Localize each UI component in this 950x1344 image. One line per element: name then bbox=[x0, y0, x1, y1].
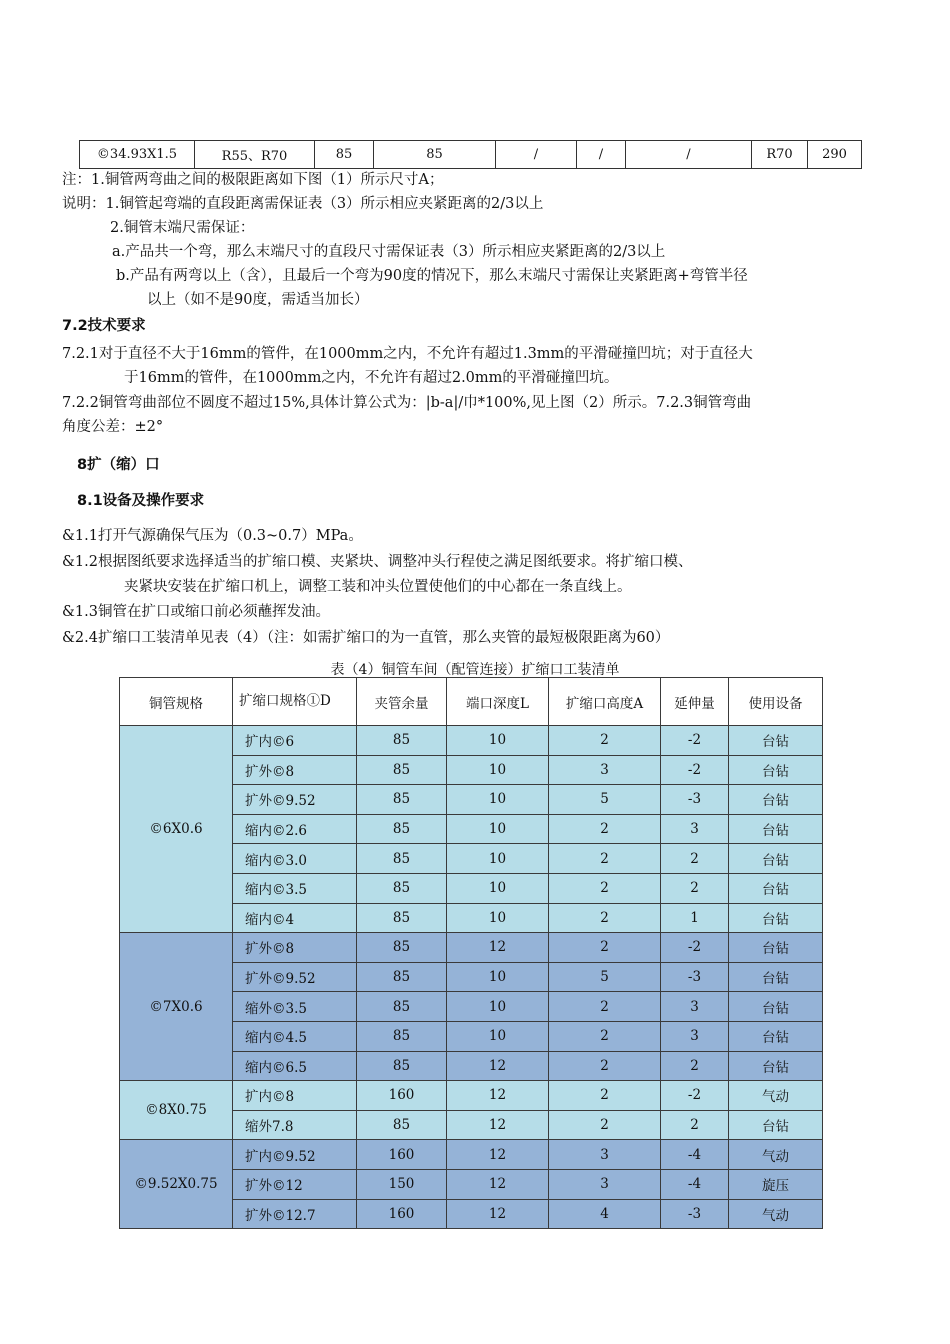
note-line: 注：1.铜管两弯曲之间的极限距离如下图（1）所示尺寸A； bbox=[62, 172, 444, 188]
column-header: 扩缩口高度A bbox=[549, 678, 661, 726]
table-cell: 85 bbox=[357, 726, 447, 756]
table-cell: 2 bbox=[549, 1110, 661, 1140]
requirement-line: 角度公差：±2° bbox=[62, 419, 164, 435]
table-cell: 2 bbox=[549, 844, 661, 874]
pipe-spec-cell: ©9.52X0.75 bbox=[120, 1140, 233, 1229]
pipe-spec-cell: ©8X0.75 bbox=[120, 1081, 233, 1140]
table-cell: -2 bbox=[661, 726, 729, 756]
column-header: 扩缩口规格①D bbox=[233, 678, 357, 726]
section-heading: 8扩（缩）口 bbox=[77, 457, 160, 473]
table-cell: 台钻 bbox=[729, 1110, 823, 1140]
table-row bbox=[80, 141, 862, 169]
table-cell: 85 bbox=[357, 1110, 447, 1140]
table-cell: 扩内©6 bbox=[233, 726, 357, 756]
table-cell: 2 bbox=[549, 814, 661, 844]
table-cell: 12 bbox=[447, 1169, 549, 1199]
procedure-line: &1.1打开气源确保气压为（0.3~0.7）MPa。 bbox=[62, 528, 363, 544]
explanation-line: 以上（如不是90度，需适当加长） bbox=[147, 292, 369, 308]
table-cell: 旋压 bbox=[729, 1169, 823, 1199]
table-cell: 2 bbox=[549, 726, 661, 756]
table-cell: -2 bbox=[661, 1081, 729, 1111]
table-cell: 1 bbox=[661, 903, 729, 933]
column-header: 延伸量 bbox=[661, 678, 729, 726]
table-cell: 扩外©8 bbox=[233, 933, 357, 963]
column-header: 使用设备 bbox=[729, 678, 823, 726]
table-cell: 气动 bbox=[729, 1081, 823, 1111]
table-cell: ©34.93X1.5 bbox=[80, 141, 195, 169]
table-cell: 2 bbox=[549, 933, 661, 963]
table-row bbox=[120, 1081, 823, 1111]
table-cell: 气动 bbox=[729, 1199, 823, 1229]
table-cell: 3 bbox=[549, 1169, 661, 1199]
table-cell: 85 bbox=[357, 962, 447, 992]
table-cell: 台钻 bbox=[729, 873, 823, 903]
column-header: 端口深度L bbox=[447, 678, 549, 726]
table-cell: 150 bbox=[357, 1169, 447, 1199]
table-cell: 气动 bbox=[729, 1140, 823, 1170]
column-header: 铜管规格 bbox=[120, 678, 233, 726]
table-cell: 2 bbox=[549, 1051, 661, 1081]
table-cell: 扩外©8 bbox=[233, 755, 357, 785]
procedure-line: &2.4扩缩口工装清单见表（4）（注：如需扩缩口的为一直管，那么夹管的最短极限距离为60） bbox=[62, 630, 670, 646]
table-cell: 12 bbox=[447, 1110, 549, 1140]
explanation-line: 2.铜管末端尺需保证： bbox=[110, 220, 255, 236]
table-cell: 10 bbox=[447, 1021, 549, 1051]
table-cell: 2 bbox=[661, 873, 729, 903]
table-cell: 160 bbox=[357, 1140, 447, 1170]
table-cell: 12 bbox=[447, 1199, 549, 1229]
table-cell: 缩内©2.6 bbox=[233, 814, 357, 844]
table-cell: 85 bbox=[315, 141, 374, 169]
table-cell: 3 bbox=[661, 992, 729, 1022]
table-cell: -3 bbox=[661, 785, 729, 815]
table-row bbox=[120, 933, 823, 963]
table-cell: 2 bbox=[549, 1021, 661, 1051]
table-cell: 台钻 bbox=[729, 755, 823, 785]
section-heading: 8.1设备及操作要求 bbox=[77, 493, 205, 509]
table-cell: 85 bbox=[357, 933, 447, 963]
table-cell: 缩外©3.5 bbox=[233, 992, 357, 1022]
table-cell: 3 bbox=[549, 755, 661, 785]
table-cell: 2 bbox=[549, 873, 661, 903]
table-cell: 缩内©6.5 bbox=[233, 1051, 357, 1081]
table-cell: 缩外7.8 bbox=[233, 1110, 357, 1140]
column-header: 夹管余量 bbox=[357, 678, 447, 726]
table-cell: 台钻 bbox=[729, 903, 823, 933]
table-cell: 160 bbox=[357, 1199, 447, 1229]
table-cell: / bbox=[496, 141, 577, 169]
table-cell: 160 bbox=[357, 1081, 447, 1111]
table-cell: 10 bbox=[447, 873, 549, 903]
table-caption: 表（4）铜管车间（配管连接）扩缩口工装清单 bbox=[330, 662, 620, 678]
table-cell: 4 bbox=[549, 1199, 661, 1229]
pipe-spec-cell: ©7X0.6 bbox=[120, 933, 233, 1081]
table-cell: -2 bbox=[661, 933, 729, 963]
table-cell: 台钻 bbox=[729, 726, 823, 756]
requirement-line: 7.2.1对于直径不大于16mm的管件，在1000mm之内，不允许有超过1.3mm的平滑碰撞凹坑；对于直径大 bbox=[62, 346, 753, 362]
table-cell: 290 bbox=[808, 141, 862, 169]
table-cell: 缩内©3.0 bbox=[233, 844, 357, 874]
table-cell: 10 bbox=[447, 992, 549, 1022]
table-cell: -4 bbox=[661, 1169, 729, 1199]
table-cell: 85 bbox=[357, 1051, 447, 1081]
table-cell: / bbox=[577, 141, 626, 169]
table-cell: 85 bbox=[357, 814, 447, 844]
table-cell: 缩内©3.5 bbox=[233, 873, 357, 903]
explanation-line: a.产品共一个弯，那么末端尺寸的直段尺寸需保证表（3）所示相应夹紧距离的2/3以上 bbox=[112, 244, 666, 260]
table-cell: 85 bbox=[357, 785, 447, 815]
table-cell: 扩内©8 bbox=[233, 1081, 357, 1111]
table-cell: 扩外©12.7 bbox=[233, 1199, 357, 1229]
table-cell: 扩外©12 bbox=[233, 1169, 357, 1199]
procedure-line: 夹紧块安装在扩缩口机上，调整工装和冲头位置使他们的中心都在一条直线上。 bbox=[124, 579, 632, 595]
table-cell: 台钻 bbox=[729, 933, 823, 963]
table-cell: 3 bbox=[549, 1140, 661, 1170]
table-cell: 85 bbox=[357, 873, 447, 903]
table-cell: -2 bbox=[661, 755, 729, 785]
table-cell: 12 bbox=[447, 1140, 549, 1170]
table-cell: -3 bbox=[661, 962, 729, 992]
table-cell: 10 bbox=[447, 755, 549, 785]
table-cell: 85 bbox=[357, 844, 447, 874]
table-cell: 台钻 bbox=[729, 962, 823, 992]
table-cell: 缩内©4.5 bbox=[233, 1021, 357, 1051]
explanation-line: b.产品有两弯以上（含），且最后一个弯为90度的情况下，那么末端尺寸需保让夹紧距离+弯管半径 bbox=[116, 268, 748, 284]
table-cell: 2 bbox=[661, 1110, 729, 1140]
table-cell: 2 bbox=[661, 1051, 729, 1081]
table-cell: 3 bbox=[661, 1021, 729, 1051]
table-cell: 台钻 bbox=[729, 1051, 823, 1081]
table-cell: 10 bbox=[447, 844, 549, 874]
table-cell: 12 bbox=[447, 1081, 549, 1111]
table-cell: 2 bbox=[549, 992, 661, 1022]
table-cell: 3 bbox=[661, 814, 729, 844]
table-cell: 扩外©9.52 bbox=[233, 785, 357, 815]
table-cell: 2 bbox=[549, 903, 661, 933]
table-cell: 10 bbox=[447, 903, 549, 933]
table-header-row bbox=[120, 678, 823, 726]
table-cell: 2 bbox=[661, 844, 729, 874]
table-cell: R55、R70 bbox=[195, 141, 315, 169]
table-cell: 台钻 bbox=[729, 844, 823, 874]
section-heading: 7.2技术要求 bbox=[62, 318, 146, 334]
table-cell: 台钻 bbox=[729, 1021, 823, 1051]
table-cell: 85 bbox=[357, 1021, 447, 1051]
table-cell: 85 bbox=[357, 755, 447, 785]
table-cell: 台钻 bbox=[729, 785, 823, 815]
table-cell: 5 bbox=[549, 785, 661, 815]
table-cell: 12 bbox=[447, 1051, 549, 1081]
table-cell: 10 bbox=[447, 726, 549, 756]
procedure-line: &1.3铜管在扩口或缩口前必须蘸挥发油。 bbox=[62, 604, 330, 620]
explanation-line: 说明：1.铜管起弯端的直段距离需保证表（3）所示相应夹紧距离的2/3以上 bbox=[62, 196, 544, 212]
procedure-line: &1.2根据图纸要求选择适当的扩缩口模、夹紧块、调整冲头行程使之满足图纸要求。将扩缩口模、 bbox=[62, 554, 693, 570]
table-cell: 10 bbox=[447, 814, 549, 844]
table-cell: R70 bbox=[752, 141, 808, 169]
table-cell: 85 bbox=[374, 141, 496, 169]
pipe-spec-cell: ©6X0.6 bbox=[120, 726, 233, 933]
table-cell: -3 bbox=[661, 1199, 729, 1229]
table-cell: 10 bbox=[447, 962, 549, 992]
table-row bbox=[120, 1140, 823, 1170]
table-cell: 扩内©9.52 bbox=[233, 1140, 357, 1170]
table-cell: 台钻 bbox=[729, 814, 823, 844]
table-cell: 10 bbox=[447, 785, 549, 815]
table-cell: 缩内©4 bbox=[233, 903, 357, 933]
table-cell: / bbox=[626, 141, 752, 169]
table-cell: 扩外©9.52 bbox=[233, 962, 357, 992]
flare-tooling-table bbox=[119, 677, 823, 1229]
requirement-line: 于16mm的管件，在1000mm之内，不允许有超过2.0mm的平滑碰撞凹坑。 bbox=[124, 370, 619, 386]
table-cell: 台钻 bbox=[729, 992, 823, 1022]
table-cell: 85 bbox=[357, 992, 447, 1022]
table-cell: 12 bbox=[447, 933, 549, 963]
pipe-spec-row-table bbox=[79, 140, 862, 169]
table-cell: -4 bbox=[661, 1140, 729, 1170]
table-row bbox=[120, 726, 823, 756]
table-cell: 2 bbox=[549, 1081, 661, 1111]
table-cell: 5 bbox=[549, 962, 661, 992]
table-cell: 85 bbox=[357, 903, 447, 933]
requirement-line: 7.2.2铜管弯曲部位不圆度不超过15%,具体计算公式为：|b-a|/巾*100%,见上图（2）所示。7.2.3铜管弯曲 bbox=[62, 395, 752, 411]
